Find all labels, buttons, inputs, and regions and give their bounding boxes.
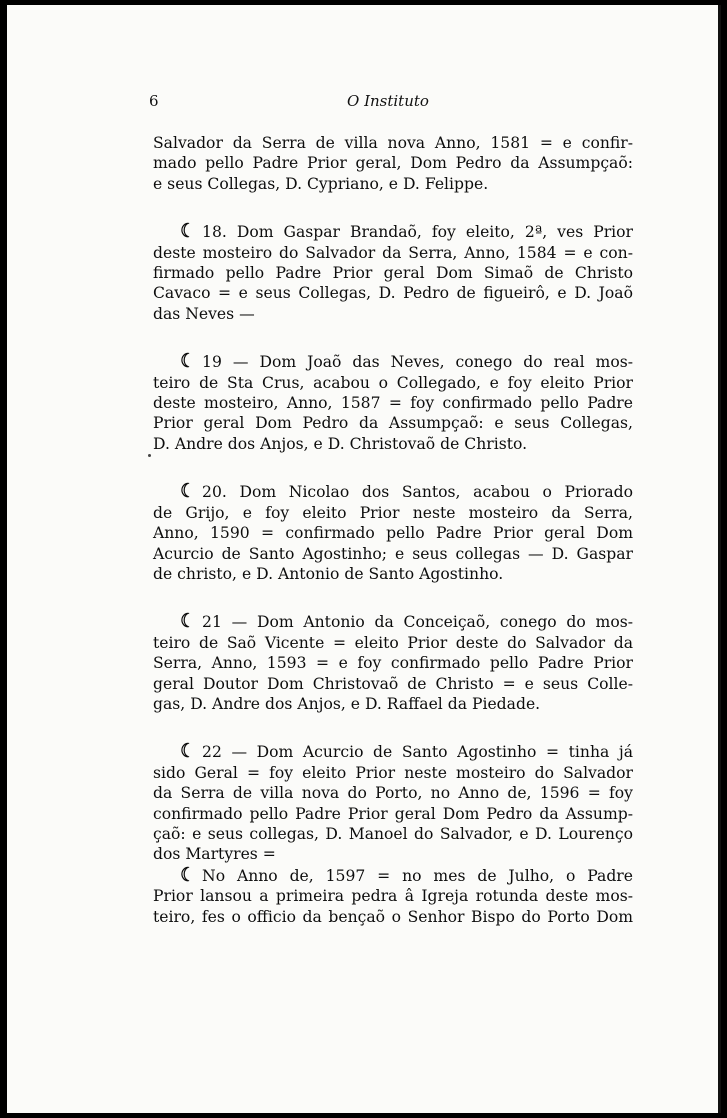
paragraph-20 bbox=[153, 481, 633, 584]
text-line: 18. Dom Gaspar Brandaõ, foy eleito, 2ª, ves Prior bbox=[202, 223, 633, 242]
paragraph-mark-icon: ☾ bbox=[180, 863, 195, 886]
text-line: e seus Collegas, D. Cypriano, e D. Felippe. bbox=[153, 174, 489, 193]
paragraph-mark-icon: ☾ bbox=[180, 740, 195, 763]
paragraph-1597 bbox=[153, 865, 633, 927]
text-line: gas, D. Andre dos Anjos, e D. Raffael da Piedade. bbox=[153, 694, 541, 713]
text-line: Serra, Anno, 1593 = e foy confirmado pello Padre Prior bbox=[153, 654, 633, 673]
text-line: deste mosteiro do Salvador da Serra, Anno, 1584 = e con- bbox=[153, 243, 633, 262]
text-line: No Anno de, 1597 = no mes de Julho, o Padre bbox=[202, 866, 633, 885]
running-head bbox=[7, 92, 718, 112]
text-line: geral Doutor Dom Christovaõ de Christo = e seus Colle- bbox=[153, 674, 633, 693]
text-line: sido Geral = foy eleito Prior neste mosteiro do Salvador bbox=[153, 763, 633, 782]
paragraph-continuation bbox=[153, 133, 633, 194]
paragraph-mark-icon: ☾ bbox=[180, 480, 195, 503]
paragraph-18 bbox=[153, 221, 633, 324]
text-line: teiro de Sta Crus, acabou o Collegado, e foy eleito Prior bbox=[153, 373, 633, 392]
text-line: 20. Dom Nicolao dos Santos, acabou o Priorado bbox=[202, 483, 633, 502]
book-page bbox=[7, 5, 721, 1113]
text-line: çaõ: e seus collegas, D. Manoel do Salvador, e D. Lourenço bbox=[153, 824, 633, 843]
text-line: Cavaco = e seus Collegas, D. Pedro de figueirô, e D. Joaõ bbox=[153, 284, 633, 303]
text-line: 19 — Dom Joaõ das Neves, conego do real mos- bbox=[202, 353, 633, 372]
text-line: Prior lansou a primeira pedra â Igreja rotunda deste mos- bbox=[153, 887, 633, 906]
text-line: firmado pello Padre Prior geral Dom Simaõ de Christo bbox=[153, 264, 633, 283]
text-line: deste mosteiro, Anno, 1587 = foy confirmado pello Padre bbox=[153, 394, 633, 413]
text-line: mado pello Padre Prior geral, Dom Pedro da Assumpçaõ: bbox=[153, 154, 633, 173]
text-line: da Serra de villa nova do Porto, no Anno de, 1596 = foy bbox=[153, 784, 633, 803]
text-line: dos Martyres = bbox=[153, 845, 276, 864]
text-line: Salvador da Serra de villa nova Anno, 1581 = e confir- bbox=[153, 134, 633, 152]
text-line: teiro de Saõ Vicente = eleito Prior deste do Salvador da bbox=[153, 633, 633, 652]
text-line: Acurcio de Santo Agostinho; e seus collegas — D. Gaspar bbox=[153, 544, 633, 563]
text-line: 21 — Dom Antonio da Conceiçaõ, conego do mos- bbox=[202, 613, 633, 632]
text-line: D. Andre dos Anjos, e D. Christovaõ de Christo. bbox=[153, 434, 528, 453]
paragraph-mark-icon: ☾ bbox=[180, 220, 195, 243]
text-line: das Neves — bbox=[153, 304, 255, 323]
body-text bbox=[153, 133, 633, 927]
paragraph-21 bbox=[153, 611, 633, 714]
paragraph-mark-icon: ☾ bbox=[180, 610, 195, 633]
text-line: Prior geral Dom Pedro da Assumpçaõ: e seus Collegas, bbox=[153, 414, 633, 433]
text-line: de christo, e D. Antonio de Santo Agostinho. bbox=[153, 564, 504, 583]
page-number: 6 bbox=[149, 92, 159, 110]
text-line: de Grijo, e foy eleito Prior neste mosteiro da Serra, bbox=[153, 503, 633, 522]
running-title: O Instituto bbox=[347, 92, 429, 110]
text-line: 22 — Dom Acurcio de Santo Agostinho = tinha já bbox=[202, 743, 633, 762]
ink-speck bbox=[148, 454, 151, 457]
paragraph-mark-icon: ☾ bbox=[180, 350, 195, 373]
text-line: confirmado pello Padre Prior geral Dom Pedro da Assump- bbox=[153, 804, 633, 823]
paragraph-19 bbox=[153, 351, 633, 454]
text-line: teiro, fes o officio da bençaõ o Senhor Bispo do Porto Dom bbox=[153, 907, 633, 926]
paragraph-22 bbox=[153, 741, 633, 864]
text-line: Anno, 1590 = confirmado pello Padre Prior geral Dom bbox=[153, 524, 633, 543]
